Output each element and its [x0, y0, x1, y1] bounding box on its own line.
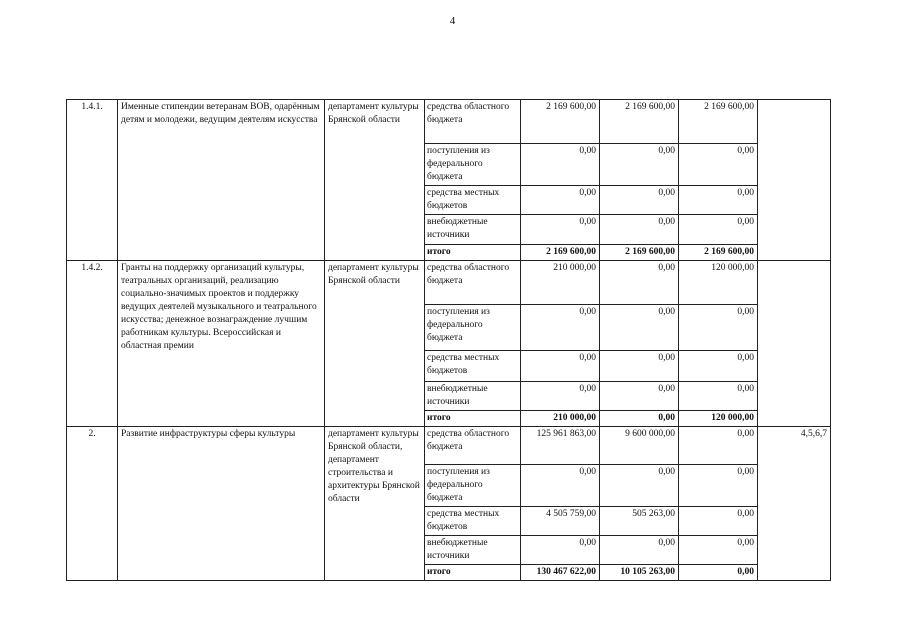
total-year-2: 2 169 600,00 [600, 245, 679, 261]
total-year-3: 0,00 [679, 565, 758, 581]
amount-year-1: 210 000,00 [521, 261, 600, 305]
indicator-cell [758, 100, 831, 261]
amount-year-1: 0,00 [521, 465, 600, 507]
amount-year-2: 505 263,00 [600, 507, 679, 536]
total-year-2: 0,00 [600, 411, 679, 427]
amount-year-1: 4 505 759,00 [521, 507, 600, 536]
amount-year-2: 9 600 000,00 [600, 427, 679, 465]
table-row [67, 427, 831, 465]
amount-year-3: 0,00 [679, 305, 758, 351]
amount-year-1: 0,00 [521, 186, 600, 215]
amount-year-3: 0,00 [679, 382, 758, 411]
amount-year-2: 0,00 [600, 536, 679, 565]
amount-year-1: 0,00 [521, 305, 600, 351]
amount-year-2: 0,00 [600, 261, 679, 305]
amount-year-1: 0,00 [521, 382, 600, 411]
amount-year-3: 120 000,00 [679, 261, 758, 305]
amount-year-2: 0,00 [600, 305, 679, 351]
indicator-cell: 4,5,6,7 [758, 427, 831, 581]
funding-source: средства местных бюджетов [425, 186, 521, 215]
amount-year-1: 0,00 [521, 351, 600, 382]
item-executor: департамент культуры Брянской области, департамент строительства и архитектуры Брянской области [325, 427, 425, 581]
program-table [66, 99, 831, 581]
amount-year-2: 0,00 [600, 144, 679, 186]
amount-year-2: 0,00 [600, 351, 679, 382]
amount-year-2: 2 169 600,00 [600, 100, 679, 144]
amount-year-1: 125 961 863,00 [521, 427, 600, 465]
funding-source: поступления из федерального бюджета [425, 465, 521, 507]
total-label: итого [425, 411, 521, 427]
amount-year-3: 0,00 [679, 536, 758, 565]
funding-source: поступления из федерального бюджета [425, 144, 521, 186]
funding-source: внебюджетные источники [425, 382, 521, 411]
funding-source: средства местных бюджетов [425, 351, 521, 382]
total-year-3: 120 000,00 [679, 411, 758, 427]
item-executor: департамент культуры Брянской области [325, 261, 425, 427]
amount-year-1: 0,00 [521, 144, 600, 186]
total-year-1: 2 169 600,00 [521, 245, 600, 261]
funding-source: внебюджетные источники [425, 215, 521, 245]
amount-year-1: 2 169 600,00 [521, 100, 600, 144]
item-name: Именные стипендии ветеранам ВОВ, одарённым детям и молодежи, ведущим деятелям искусства [118, 100, 325, 261]
amount-year-3: 0,00 [679, 507, 758, 536]
item-name: Гранты на поддержку организаций культуры, театральных организаций, реализацию социально-значимых проектов и поддержку ведущих деятелей музыкального и театрального искусства; денежное вознаграждение лучшим работникам культуры. Всероссийская и областная премии [118, 261, 325, 427]
total-year-2: 10 105 263,00 [600, 565, 679, 581]
amount-year-3: 0,00 [679, 186, 758, 215]
funding-source: средства местных бюджетов [425, 507, 521, 536]
amount-year-2: 0,00 [600, 215, 679, 245]
amount-year-3: 0,00 [679, 351, 758, 382]
amount-year-2: 0,00 [600, 465, 679, 507]
amount-year-2: 0,00 [600, 186, 679, 215]
item-number: 1.4.1. [67, 100, 118, 261]
item-number: 1.4.2. [67, 261, 118, 427]
funding-source: средства областного бюджета [425, 100, 521, 144]
item-name: Развитие инфраструктуры сферы культуры [118, 427, 325, 581]
amount-year-3: 2 169 600,00 [679, 100, 758, 144]
amount-year-2: 0,00 [600, 382, 679, 411]
amount-year-1: 0,00 [521, 536, 600, 565]
total-year-3: 2 169 600,00 [679, 245, 758, 261]
funding-source: средства областного бюджета [425, 261, 521, 305]
total-label: итого [425, 565, 521, 581]
funding-source: внебюджетные источники [425, 536, 521, 565]
page-number: 4 [449, 15, 456, 27]
amount-year-3: 0,00 [679, 144, 758, 186]
funding-source: поступления из федерального бюджета [425, 305, 521, 351]
indicator-cell [758, 261, 831, 427]
total-year-1: 130 467 622,00 [521, 565, 600, 581]
amount-year-3: 0,00 [679, 215, 758, 245]
amount-year-3: 0,00 [679, 427, 758, 465]
funding-source: средства областного бюджета [425, 427, 521, 465]
table-row [67, 261, 831, 305]
amount-year-3: 0,00 [679, 465, 758, 507]
total-year-1: 210 000,00 [521, 411, 600, 427]
total-label: итого [425, 245, 521, 261]
amount-year-1: 0,00 [521, 215, 600, 245]
item-number: 2. [67, 427, 118, 581]
table-row [67, 100, 831, 144]
item-executor: департамент культуры Брянской области [325, 100, 425, 261]
